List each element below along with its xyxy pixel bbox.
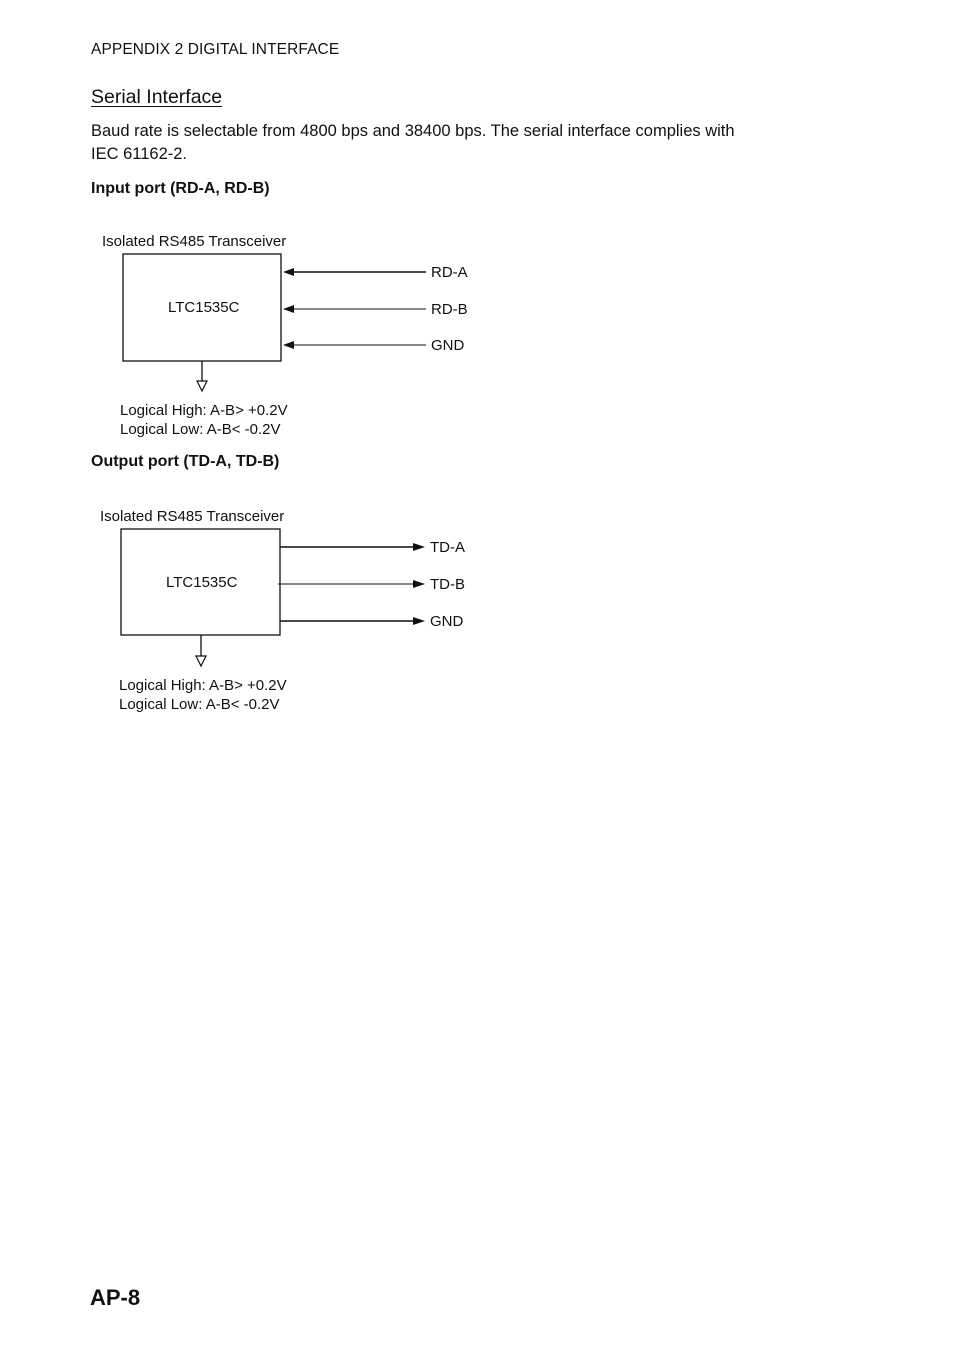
intro-paragraph [91,120,811,166]
output-ground-symbol-icon [196,656,206,666]
output-arrow-td-b [413,580,425,588]
page-number: AP-8 [90,1285,141,1310]
output-transceiver-label: Isolated RS485 Transceiver [100,508,285,525]
intro-line-2: IEC 61162-2. [91,145,188,163]
output-chip-label: LTC1535C [166,574,238,591]
output-arrow-td-a [413,543,425,551]
input-arrow-gnd [283,341,294,349]
output-signal-td-a: TD-A [430,539,465,556]
input-ground-symbol-icon [197,381,207,391]
input-logic-high: Logical High: A-B> +0.2V [120,402,288,419]
output-signal-gnd: GND [430,613,464,630]
output-port-diagram [0,500,520,730]
intro-line-1: Baud rate is selectable from 4800 bps and 38400 bps. The serial interface complies with [91,122,735,140]
input-port-heading: Input port (RD-A, RD-B) [91,180,270,197]
output-logic-high: Logical High: A-B> +0.2V [119,677,287,694]
running-header: APPENDIX 2 DIGITAL INTERFACE [91,41,340,58]
input-signal-gnd: GND [431,337,465,354]
input-transceiver-label: Isolated RS485 Transceiver [102,233,287,250]
input-logic-low: Logical Low: A-B< -0.2V [120,421,281,438]
input-chip-label: LTC1535C [168,299,240,316]
input-port-diagram [0,225,520,455]
output-logic-low: Logical Low: A-B< -0.2V [119,696,280,713]
output-port-heading: Output port (TD-A, TD-B) [91,453,280,470]
output-arrow-gnd [413,617,425,625]
input-arrow-rd-b [283,305,294,313]
input-signal-rd-b: RD-B [431,301,468,318]
input-signal-rd-a: RD-A [431,264,468,281]
section-title: Serial Interface [91,86,223,108]
input-arrow-rd-a [283,268,294,276]
output-signal-td-b: TD-B [430,576,465,593]
